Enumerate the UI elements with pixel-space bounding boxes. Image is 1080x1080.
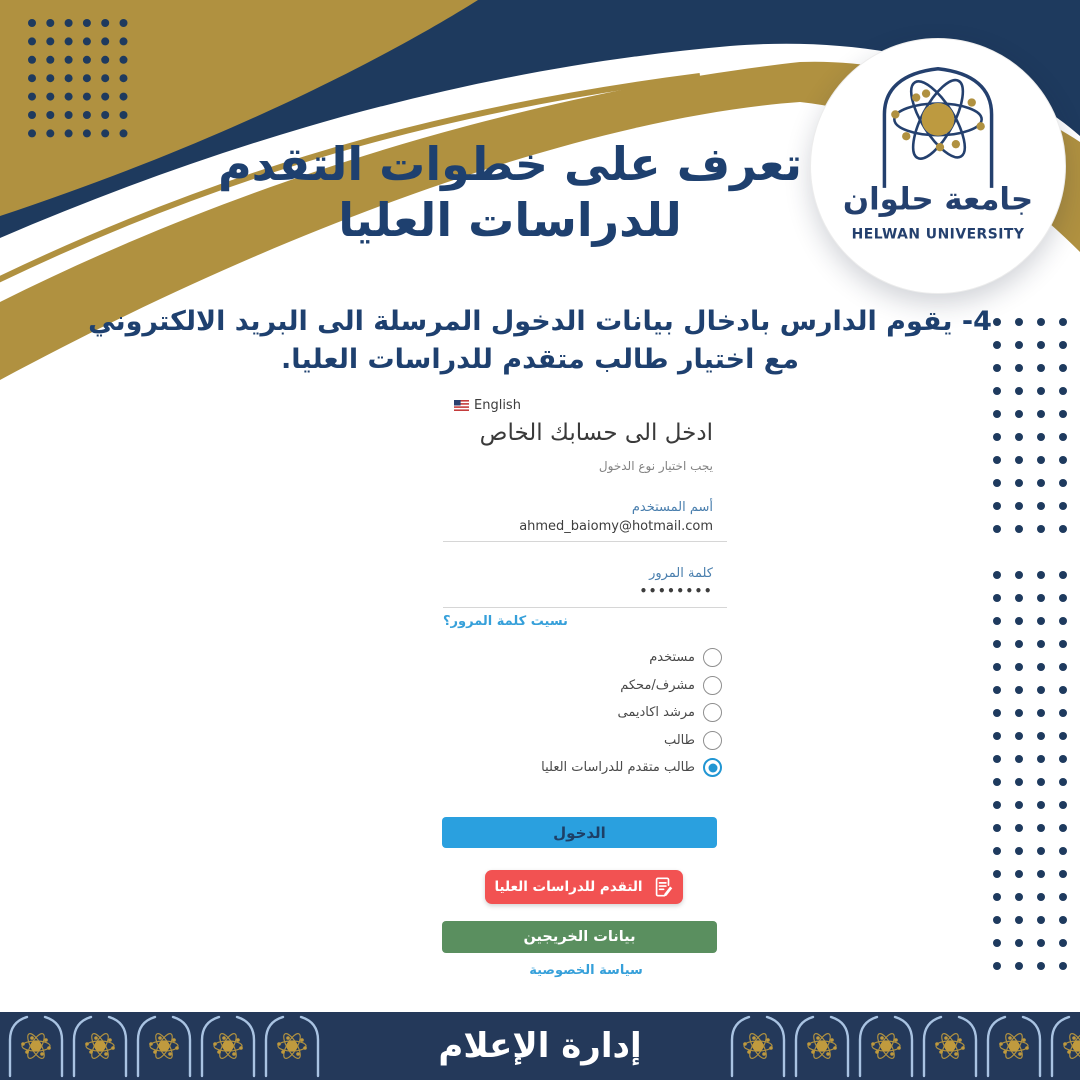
badge-english-name: HELWAN UNIVERSITY bbox=[851, 226, 1025, 243]
step-instruction-line1: 4- يقوم الدارس بادخال بيانات الدخول المرسلة الى البريد الالكتروني bbox=[88, 306, 992, 337]
username-label: أسم المستخدم bbox=[631, 500, 713, 515]
radio-icon[interactable] bbox=[703, 703, 722, 722]
role-option-label: مستخدم bbox=[649, 650, 695, 666]
document-pen-icon bbox=[652, 876, 674, 898]
footer-title: إدارة الإعلام bbox=[438, 1026, 642, 1066]
us-flag-icon bbox=[454, 400, 469, 411]
role-option-2[interactable] bbox=[440, 699, 732, 727]
login-form-screenshot bbox=[440, 398, 732, 993]
form-subheading: يجب اختيار نوع الدخول bbox=[598, 459, 713, 473]
step-instruction bbox=[70, 303, 1010, 379]
radio-icon[interactable] bbox=[703, 731, 722, 750]
role-option-4[interactable] bbox=[440, 754, 732, 782]
language-label[interactable]: English bbox=[474, 398, 521, 413]
page-title-line2: للدراسات العليا bbox=[338, 193, 682, 247]
login-button[interactable]: الدخول bbox=[442, 817, 717, 848]
helwan-university-logo-icon bbox=[811, 39, 1065, 293]
university-logo-badge bbox=[810, 38, 1066, 294]
role-option-0[interactable] bbox=[440, 644, 732, 672]
password-input[interactable]: •••••••• bbox=[639, 584, 713, 598]
forgot-password-link[interactable]: نسيت كلمة المرور؟ bbox=[443, 614, 568, 629]
password-label: كلمة المرور bbox=[649, 566, 713, 581]
username-underline bbox=[443, 541, 727, 542]
badge-arabic-name: جامعة حلوان bbox=[842, 181, 1034, 218]
atom-icon bbox=[891, 73, 985, 165]
form-heading: ادخل الى حسابك الخاص bbox=[479, 420, 713, 446]
role-option-label: طالب متقدم للدراسات العليا bbox=[541, 760, 695, 776]
footer-bar bbox=[0, 1012, 1080, 1080]
role-option-1[interactable] bbox=[440, 672, 732, 700]
username-input[interactable]: ahmed_baiomy@hotmail.com bbox=[519, 519, 713, 534]
apply-button-label: التقدم للدراسات العليا bbox=[494, 879, 643, 895]
graduates-data-button[interactable]: بيانات الخريجين bbox=[442, 921, 717, 953]
language-switcher[interactable] bbox=[454, 398, 521, 413]
role-option-3[interactable] bbox=[440, 727, 732, 755]
password-underline bbox=[443, 607, 727, 608]
role-radio-group bbox=[440, 644, 732, 782]
radio-selected-icon[interactable] bbox=[703, 758, 722, 777]
page-title-line1: تعرف على خطوات التقدم bbox=[217, 137, 803, 191]
privacy-policy-link[interactable]: سياسة الخصوصية bbox=[529, 963, 643, 978]
apply-postgraduate-button[interactable] bbox=[485, 870, 683, 904]
role-option-label: مرشد اكاديمى bbox=[617, 705, 695, 721]
role-option-label: طالب bbox=[663, 732, 695, 748]
radio-icon[interactable] bbox=[703, 676, 722, 695]
radio-icon[interactable] bbox=[703, 648, 722, 667]
step-instruction-line2: مع اختيار طالب متقدم للدراسات العليا. bbox=[281, 344, 799, 375]
role-option-label: مشرف/محكم bbox=[620, 677, 695, 693]
page-title bbox=[170, 136, 850, 248]
dots-pattern-right bbox=[985, 312, 1080, 982]
